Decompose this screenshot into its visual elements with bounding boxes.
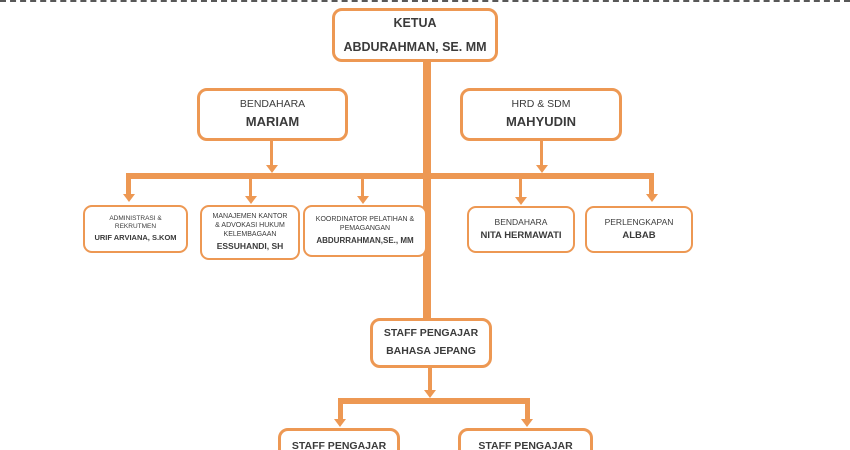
node-name: ESSUHANDI, SH [216, 241, 284, 252]
org-node-manajemen-kantor [200, 205, 300, 260]
arrow-staff-left [334, 419, 346, 427]
node-line: STAFF PENGAJAR [383, 327, 479, 340]
connector-perlengkapan-drop [649, 173, 654, 195]
arrow-perlengkapan [646, 194, 658, 202]
node-role: REKRUTMEN [114, 223, 157, 231]
org-node-perlengkapan [585, 206, 693, 253]
node-role: PERLENGKAPAN [604, 217, 674, 228]
arrow-mariam [266, 165, 278, 173]
connector-jepang-stem [428, 368, 432, 392]
node-role: KELEMBAGAAN [223, 230, 277, 238]
org-node-administrasi [83, 205, 188, 253]
node-role: HRD & SDM [511, 97, 571, 110]
arrow-koordinator [357, 196, 369, 204]
node-role: MANAJEMEN KANTOR [212, 213, 288, 221]
org-node-bendahara-nita [467, 206, 575, 253]
node-line: BAHASA JEPANG [386, 345, 476, 357]
node-role: ADMINISTRASI & [109, 215, 162, 223]
arrow-manajemen [245, 196, 257, 204]
connector-trunk [423, 60, 431, 318]
page-cutoff-dashed-line [0, 0, 850, 2]
org-node-staff-pengajar-right [458, 428, 593, 450]
node-role: & ADVOKASI HUKUM [215, 221, 285, 229]
arrow-mahyudin [536, 165, 548, 173]
connector-mahyudin-drop [540, 141, 543, 166]
connector-staff-right-drop [525, 398, 530, 421]
node-line: STAFF PENGAJAR [291, 440, 387, 450]
connector-mariam-drop [270, 141, 273, 166]
arrow-administrasi [123, 194, 135, 202]
node-name: URIF ARVIANA, S.KOM [94, 233, 177, 243]
connector-staff-left-drop [338, 398, 343, 421]
connector-koordinator-drop [361, 179, 364, 197]
connector-nita-drop [519, 179, 522, 197]
node-role: BENDAHARA [494, 217, 548, 228]
connector-manajemen-drop [249, 179, 252, 197]
node-name: ABDURRAHMAN,SE., MM [316, 235, 414, 245]
org-node-koordinator-pelatihan [303, 205, 427, 257]
org-node-ketua [332, 8, 498, 62]
org-node-bendahara-mariam [197, 88, 348, 141]
node-role: BENDAHARA [239, 97, 306, 110]
node-name: MAHYUDIN [505, 114, 577, 130]
node-line: STAFF PENGAJAR [478, 440, 573, 450]
org-node-staff-pengajar-left [278, 428, 400, 450]
connector-level3-bar [126, 173, 654, 179]
arrow-nita [515, 197, 527, 205]
org-node-hrd-sdm [460, 88, 622, 141]
node-name: ABDURAHMAN, SE. MM [343, 40, 487, 54]
node-name: NITA HERMAWATI [480, 229, 562, 241]
node-name: ALBAB [622, 229, 656, 241]
arrow-jepang-stem [424, 390, 436, 398]
org-node-staff-bahasa-jepang [370, 318, 492, 368]
node-role: PEMAGANGAN [339, 225, 391, 232]
connector-lower-bar [338, 398, 530, 404]
node-role: KOORDINATOR PELATIHAN & [315, 216, 415, 224]
node-name: MARIAM [245, 114, 300, 130]
connector-administrasi-drop [126, 173, 131, 195]
arrow-staff-right [521, 419, 533, 427]
node-role: KETUA [393, 15, 437, 30]
